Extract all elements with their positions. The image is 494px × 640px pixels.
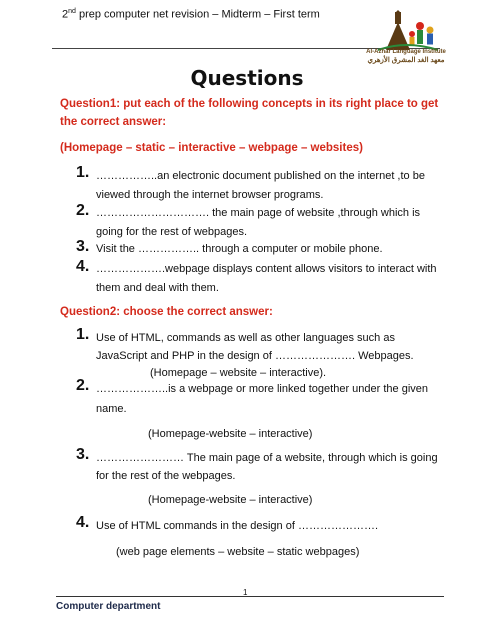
header-ordinal-suffix: nd	[68, 8, 76, 15]
header-ordinal: 2	[62, 8, 69, 21]
q1-item-4-line1: ……………….webpage displays content allows visitors to interact with	[96, 263, 437, 275]
q2-item-2-line2: name.	[96, 403, 127, 415]
q1-item-number: 1.	[76, 164, 90, 181]
q1-item-number: 2.	[76, 202, 90, 219]
q2-item-2-line1: ………………..is a webpage or more linked together under the given	[96, 383, 428, 395]
q2-item-3-choices: (Homepage-website – interactive)	[148, 494, 313, 506]
q1-item-1-line1: ……………..an electronic document published on the internet ,to be	[96, 170, 425, 182]
header-title: prep computer net revision – Midterm – First term	[75, 8, 320, 21]
q2-item-3-line2: for the rest of the webpages.	[96, 470, 236, 482]
q2-heading: Question2: choose the correct answer:	[60, 306, 273, 318]
q1-item-2-line1: …………………………. the main page of website ,through which is	[96, 207, 421, 219]
q1-heading-line1: Question1: put each of the following concepts in its right place to get	[60, 98, 439, 110]
logo-name-arabic: معهد الغد المشرق الأزهري	[367, 57, 445, 64]
page-title: Questions	[190, 66, 304, 90]
q2-item-2-choices: (Homepage-website – interactive)	[148, 428, 313, 440]
q1-item-1-line2: viewed through the internet browser programs.	[96, 189, 324, 201]
q2-item-number: 1.	[76, 326, 90, 343]
page-number: 1	[243, 588, 248, 597]
q2-item-number: 3.	[76, 446, 90, 463]
q1-item-number: 3.	[76, 238, 90, 255]
q2-item-number: 2.	[76, 377, 90, 394]
q1-options: (Homepage – static – interactive – webpage – websites)	[60, 142, 363, 154]
q2-item-3-line1: …………………… The main page of a website, through which is going	[96, 452, 438, 464]
q1-item-number: 4.	[76, 258, 90, 275]
logo-name-english: Al-Azhar Language Institute	[366, 49, 446, 55]
q2-item-1-choices: (Homepage – website – interactive).	[150, 367, 327, 379]
q2-item-1-line2: JavaScript and PHP in the design of …………………. Webpages.	[96, 350, 414, 362]
q2-item-number: 4.	[76, 514, 90, 531]
q1-heading-line2: the correct answer:	[60, 116, 167, 128]
footer-divider	[56, 596, 444, 597]
footer-department: Computer department	[56, 601, 161, 612]
q1-item-2-line2: going for the rest of webpages.	[96, 226, 248, 238]
q2-item-1-line1: Use of HTML, commands as well as other languages such as	[96, 332, 395, 344]
q1-item-4-line2: them and deal with them.	[96, 282, 219, 294]
header-text	[62, 8, 320, 21]
q1-item-3-line1: Visit the …………….. through a computer or mobile phone.	[96, 243, 383, 255]
q2-item-4-line1: Use of HTML commands in the design of ………………….	[96, 520, 379, 532]
q2-item-4-choices: (web page elements – website – static webpages)	[116, 546, 360, 558]
